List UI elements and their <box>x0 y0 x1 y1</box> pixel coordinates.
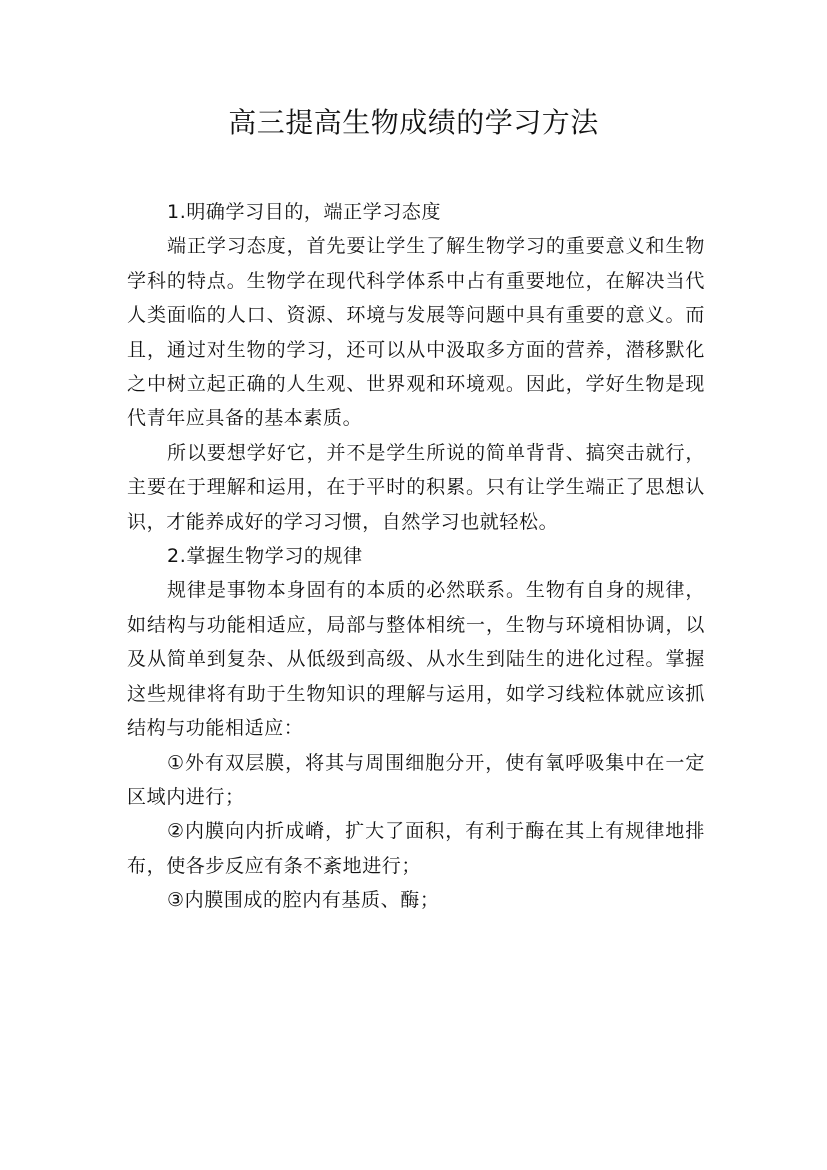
section-heading-1: 1.明确学习目的，端正学习态度 <box>167 201 442 223</box>
list-item: ②内膜向内折成嵴，扩大了面积，有利于酶在其上有规律地排布，使各步反应有条不紊地进行； <box>127 820 705 877</box>
paragraph: 所以要想学好它，并不是学生所说的简单背背、搞突击就行，主要在于理解和运用，在于平时的积累。只有让学生端正了思想认识，才能养成好的学习习惯，自然学习也就轻松。 <box>127 441 705 533</box>
paragraph: 规律是事物本身固有的本质的必然联系。生物有自身的规律，如结构与功能相适应，局部与整体相统一，生物与环境相协调，以及从简单到复杂、从低级到高级、从水生到陆生的进化过程。掌握这些规律将有助于生物知识的理解与运用，如学习线粒体就应该抓结构与功能相适应： <box>127 579 705 740</box>
document-body <box>127 195 705 918</box>
paragraph: 端正学习态度，首先要让学生了解生物学习的重要意义和生物学科的特点。生物学在现代科学体系中占有重要地位，在解决当代人类面临的人口、资源、环境与发展等问题中具有重要的意义。而且，通过对生物的学习，还可以从中汲取多方面的营养，潜移默化之中树立起正确的人生观、世界观和环境观。因此，学好生物是现代青年应具备的基本素质。 <box>127 235 705 430</box>
list-item: ③内膜围成的腔内有基质、酶； <box>167 889 440 912</box>
list-item: ①外有双层膜，将其与周围细胞分开，使有氧呼吸集中在一定区域内进行； <box>127 751 705 808</box>
section-heading-2: 2.掌握生物学习的规律 <box>167 545 363 568</box>
document-title: 高三提高生物成绩的学习方法 <box>228 106 599 139</box>
